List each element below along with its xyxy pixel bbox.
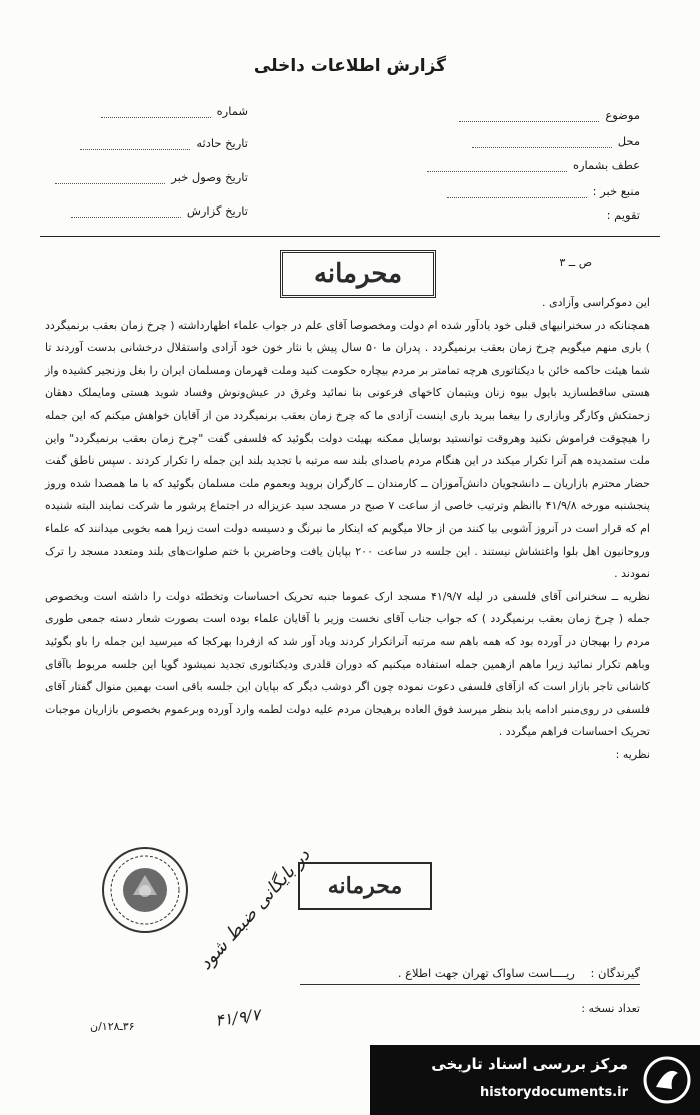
body-paragraph-3: نظریه ــ سخنرانی آقای فلسفی در لیله ۴۱/۹/۷ مسجد ارک عموما جنبه تحریک احساسات وتخطئه دولت را داشته است وبخصوص جمله ( چرخ زمان بعقب برنمیگردد ) که جواب جناب آقای نخست وزیر با آقایان علماء بوده است بصورت شعار دسته جمعی طوری مردم را بهیجان در آورده بود که همه باهم سه مرتبه آنراتکرار کردند ویاد آور شد که ازفردا بهرکجا که میرسید این جمله را باو بگوئید وباهم تکرار نمائید زیرا ماهم ازهمین جمله استفاده میکنیم که دوران قلدری ودیکتاتوری تجدید نمیشود گویا این جلسه مربوط باآقای کاشانی تاجر بازار است که ازآقای فلسفی دعوت نموده چون اگر دوشب دیگر که بپایان این جلسه باقی است بهمین منوال گفتار آقای فلسفی در روی‌منبر ادامه یابد بنظر میرسد فوق العاده برهیجان مردم علیه دولت لطمه وارد آورده وبرعموم بخصوص بازاریان موجبات تحریک احساسات فراهم میگردد .: [45, 589, 650, 739]
header-reference: [427, 158, 640, 172]
document-title: گزارش اطلاعات داخلی: [253, 56, 447, 76]
header-source: [447, 184, 640, 198]
header-number: [101, 104, 248, 118]
recipients: [398, 966, 640, 980]
header-place: [472, 134, 640, 148]
body-paragraph-2: همچنانکه در سخنرانیهای قبلی خود یادآور شده ام دولت ومخصوصا آقای علم در جواب علماء اظهارداشته ( چرخ زمان بعقب برنمیگردد ) باری منهم میگویم چرخ زمان بعقب برنمیگردد . پدران ما ۵۰ سال پیش با نثار خون خود آزادی واستقلال درخشانی بدست آوردند تا شما هیئت حاکمه خائن با دیکتاتوری هرچه تمامتر بر مردم بیچاره حکومت کنید وملت قهرمان ومسلمان ایران را بغل وزنجیر کشیده واز هستی ساقطسازید بایول بیوه زنان ویتیمان کاخهای فرعونی بنا نمائید وغرق در عیش‌ونوش وفساد شوید هستی ومایملک دهقان زحمتکش وکارگر وبازاری را بیغما ببرید باری اینست آزادی ما که چرخ زمان بعقب برنمیگردد من از آقایان خواهش میکنم که این جمله را هیچوقت فراموش نکنید وهروقت توانستید بوسایل ممکنه بهیئت دولت بگوئید که فلسفی گفت "چرخ زمان بعقب برنمیگردد" واین ملت ستمدیده هم آنرا تکرار میکند در این هنگام مردم باصدای بلند سه مرتبه با تجدید بلند این جمله را تکرار کردند . سپس ناطق گفت حضار محترم بازاریان ــ دانشجویان دانش‌آموزان ــ کارمندان ــ کارگران بروید وبعموم ملت مسلمان بگوئید که با ما همصدا شده وروز پنجشنبه مورخه ۴۱/۹/۸ باانظم وترتیب خاصی از ساعت ۷ صبح در مسجد سید عزیزاله در اجتماع پرشور ما شرکت نمایند البته شنیده ام که قرار است در آنروز آشوبی بیا کنند من از حالا میگویم که اینکار ما نیرنگ و دسیسه دولت است زیرا همه بخوبی میدانند که علماء وروحانیون اهل بلوا واغتشاش نیستند . این جلسه در ساعت ۲۰۰ بپایان یافت وحاضرین با ختم صلوات‌های بلند ومتعدد مسجد را ترک نمودند .: [45, 318, 650, 581]
confidential-stamp-top: محرمانه: [280, 250, 436, 298]
recipients-label: گیرندگان :: [590, 966, 640, 980]
header-event-date: [80, 136, 248, 150]
recipients-value: ریــــاست ساواک تهران جهت اطلاع .: [397, 966, 575, 980]
header-received-date-label: تاریخ وصول خبر: [171, 170, 248, 184]
header-report-date-label: تاریخ گزارش: [186, 204, 248, 218]
body-paragraph-1: این دموکراسی وآزادی .: [542, 296, 650, 309]
watermark-title-fa: مرکز بررسی اسناد تاریخی: [431, 1055, 628, 1073]
recipients-divider: [300, 984, 640, 985]
header-source-label: منبع خبر :: [592, 184, 640, 198]
archive-logo-icon: [642, 1055, 692, 1105]
page-number: ص ــ ۳: [559, 256, 592, 269]
document-reference: ۳۶ـ۱۲۸/ن: [90, 1020, 135, 1033]
handwritten-note: در بایگانی ضبط شود: [195, 844, 315, 975]
header-number-label: شماره: [216, 104, 248, 118]
header-calendar: [607, 208, 640, 222]
header-place-label: محل: [617, 134, 640, 148]
watermark-banner: [370, 1045, 700, 1115]
header-reference-label: عطف بشماره: [572, 158, 640, 172]
header-calendar-label: تقویم :: [606, 208, 640, 222]
copies-label: تعداد نسخه :: [581, 1002, 640, 1015]
header-subject-label: موضوع: [605, 108, 640, 122]
header-report-date: [71, 204, 248, 218]
confidential-stamp-bottom: محرمانه: [298, 862, 432, 910]
header-subject: [459, 108, 640, 122]
official-seal-icon: [100, 845, 190, 935]
header-received-date: [55, 170, 248, 184]
header-event-date-label: تاریخ حادثه: [196, 136, 248, 150]
watermark-url: historydocuments.ir: [479, 1085, 628, 1100]
header-divider: [40, 236, 660, 237]
handwritten-date: ۴۱/۹/۷: [213, 1004, 262, 1031]
report-body: [45, 292, 650, 766]
body-paragraph-4: نظریه :: [615, 747, 650, 761]
